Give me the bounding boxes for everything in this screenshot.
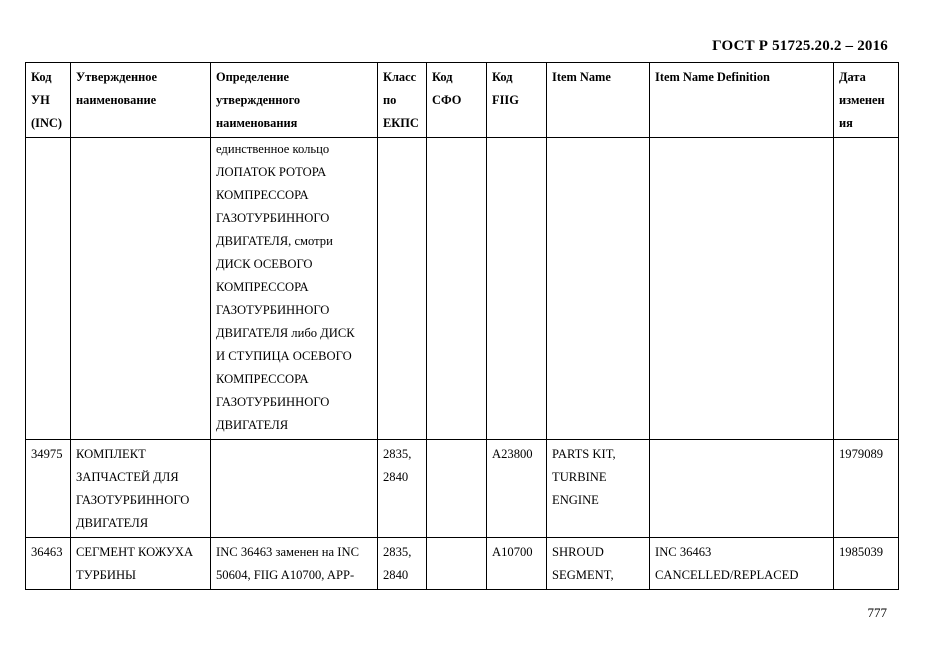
cell-line: TURBINE — [552, 470, 607, 484]
header-ekps-class — [378, 63, 427, 138]
cell-sfo-code — [427, 538, 487, 590]
cell-line: ДВИГАТЕЛЯ — [76, 516, 149, 530]
cell-line: A10700 — [492, 545, 533, 559]
header-line: FIIG — [492, 93, 519, 107]
header-line: Код — [31, 70, 52, 84]
cell-line: INC 36463 — [655, 545, 712, 559]
header-line: Определение — [216, 70, 290, 84]
cell-line: 1979089 — [839, 447, 884, 461]
cell-line: 2835, — [383, 545, 412, 559]
cell-change-date — [834, 538, 899, 590]
header-sfo-code — [427, 63, 487, 138]
header-line: Код — [432, 70, 453, 84]
cell-line: единственное кольцо — [216, 142, 330, 156]
cell-line: ЗАПЧАСТЕЙ ДЛЯ — [76, 470, 179, 484]
header-line: изменен — [839, 93, 885, 107]
cell-line: ЛОПАТОК РОТОРА — [216, 165, 327, 179]
cell-sfo-code — [427, 440, 487, 538]
cell-fiig-code — [487, 440, 547, 538]
cell-ekps-class — [378, 538, 427, 590]
cell-line: A23800 — [492, 447, 533, 461]
header-line: по — [383, 93, 397, 107]
cell-sfo-code — [427, 138, 487, 440]
header-line: наименования — [216, 116, 298, 130]
classification-table — [25, 62, 899, 590]
cell-item-name-definition — [650, 440, 834, 538]
header-definition — [211, 63, 378, 138]
cell-line: 2840 — [383, 470, 409, 484]
cell-approved-name — [71, 138, 211, 440]
cell-line: КОМПРЕССОРА — [216, 188, 309, 202]
cell-inc — [26, 440, 71, 538]
cell-definition — [211, 440, 378, 538]
cell-item-name-definition — [650, 538, 834, 590]
header-item-name — [547, 63, 650, 138]
cell-line: ГАЗОТУРБИННОГО — [216, 395, 330, 409]
cell-line: 50604, FIIG A10700, APP- — [216, 568, 355, 582]
cell-line: CANCELLED/REPLACED — [655, 568, 799, 582]
cell-approved-name — [71, 440, 211, 538]
header-line: утвержденного — [216, 93, 301, 107]
header-line: ЕКПС — [383, 116, 419, 130]
cell-item-name — [547, 440, 650, 538]
cell-ekps-class — [378, 440, 427, 538]
cell-definition — [211, 138, 378, 440]
cell-line: И СТУПИЦА ОСЕВОГО — [216, 349, 352, 363]
cell-line: ГАЗОТУРБИННОГО — [76, 493, 190, 507]
page-number: 777 — [867, 605, 887, 620]
cell-item-name — [547, 538, 650, 590]
cell-line: ТУРБИНЫ — [76, 568, 137, 582]
header-item-name-definition — [650, 63, 834, 138]
cell-item-name — [547, 138, 650, 440]
header-line: ия — [839, 116, 853, 130]
cell-line: СЕГМЕНТ КОЖУХА — [76, 545, 194, 559]
cell-line: SEGMENT, — [552, 568, 614, 582]
cell-fiig-code — [487, 138, 547, 440]
cell-line: 36463 — [31, 545, 63, 559]
cell-inc — [26, 538, 71, 590]
cell-line: ENGINE — [552, 493, 599, 507]
cell-line: PARTS KIT, — [552, 447, 616, 461]
header-line: СФО — [432, 93, 462, 107]
cell-line: ДВИГАТЕЛЯ — [216, 418, 289, 432]
table-row — [26, 138, 899, 440]
cell-line: КОМПРЕССОРА — [216, 280, 309, 294]
header-line: Утвержденное — [76, 70, 157, 84]
header-line: Дата — [839, 70, 866, 84]
table-body — [26, 138, 899, 590]
cell-line: ГАЗОТУРБИННОГО — [216, 211, 330, 225]
header-line: УН — [31, 93, 50, 107]
header-line: наименование — [76, 93, 157, 107]
cell-line: 2840 — [383, 568, 409, 582]
table-header-row — [26, 63, 899, 138]
cell-line: ДВИГАТЕЛЯ, смотри — [216, 234, 333, 248]
header-approved-name — [71, 63, 211, 138]
cell-line: 1985039 — [839, 545, 884, 559]
cell-line: 34975 — [31, 447, 63, 461]
cell-item-name-definition — [650, 138, 834, 440]
cell-inc — [26, 138, 71, 440]
cell-change-date — [834, 440, 899, 538]
cell-definition — [211, 538, 378, 590]
header-change-date — [834, 63, 899, 138]
cell-approved-name — [71, 538, 211, 590]
header-line: Код — [492, 70, 513, 84]
header-line: Item Name — [552, 70, 611, 84]
header-inc — [26, 63, 71, 138]
cell-line: INC 36463 заменен на INC — [216, 545, 359, 559]
cell-line: КОМПРЕССОРА — [216, 372, 309, 386]
cell-fiig-code — [487, 538, 547, 590]
cell-line: ДИСК ОСЕВОГО — [216, 257, 313, 271]
cell-change-date — [834, 138, 899, 440]
header-line: (INC) — [31, 116, 62, 130]
cell-line: 2835, — [383, 447, 412, 461]
cell-line: КОМПЛЕКТ — [76, 447, 146, 461]
document-id: ГОСТ Р 51725.20.2 – 2016 — [712, 38, 888, 54]
header-fiig-code — [487, 63, 547, 138]
cell-line: ДВИГАТЕЛЯ либо ДИСК — [216, 326, 355, 340]
header-line: Item Name Definition — [655, 70, 770, 84]
cell-line: ГАЗОТУРБИННОГО — [216, 303, 330, 317]
table-row — [26, 440, 899, 538]
cell-ekps-class — [378, 138, 427, 440]
header-line: Класс — [383, 70, 417, 84]
table-row — [26, 538, 899, 590]
cell-line: SHROUD — [552, 545, 604, 559]
